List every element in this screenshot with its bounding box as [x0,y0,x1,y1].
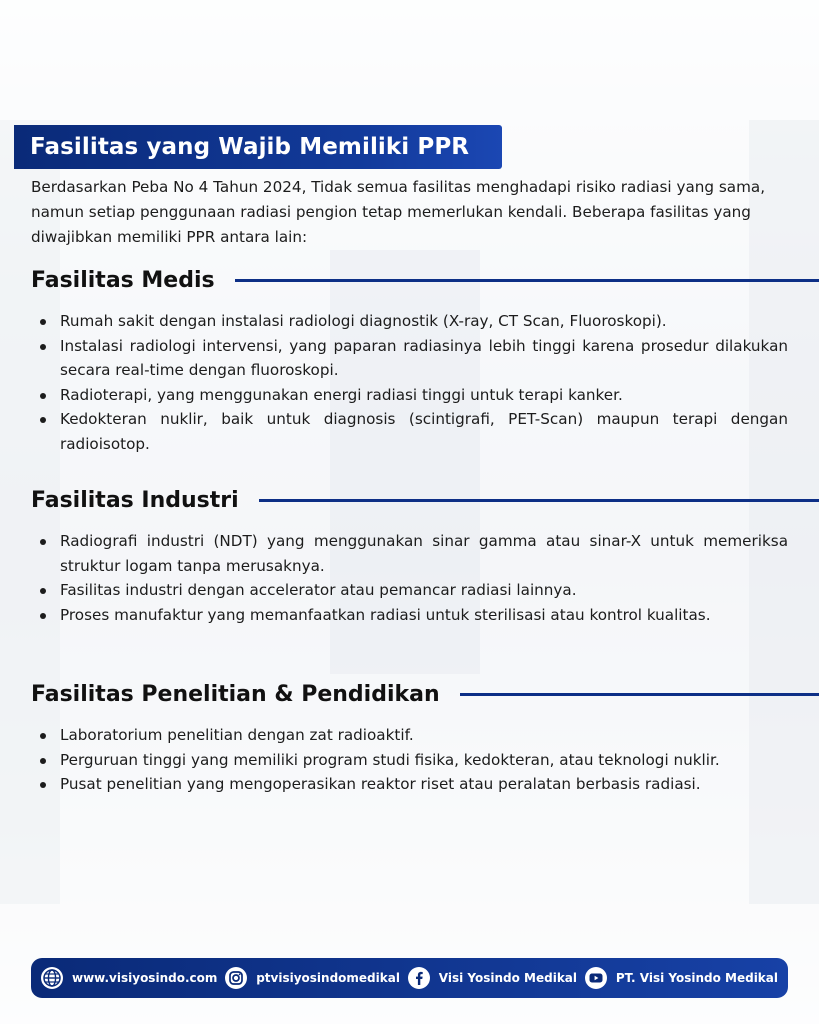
section-divider [460,693,819,696]
section-title: Fasilitas Penelitian & Pendidikan [31,682,440,707]
bullet-icon [40,588,46,594]
section-title: Fasilitas Medis [31,268,215,293]
section-heading-penelitian [31,682,819,707]
bullet-icon [40,393,46,399]
bullet-icon [40,319,46,325]
bullet-icon [40,613,46,619]
list-item: Pusat penelitian yang mengoperasikan reaktor riset atau peralatan berbasis radiasi. [31,772,788,797]
bullet-icon [40,733,46,739]
list-item: Kedokteran nuklir, baik untuk diagnosis (scintigrafi, PET-Scan) maupun terapi dengan radioisotop. [31,407,788,456]
bullet-icon [40,344,46,350]
title-banner [14,125,502,169]
list-item: Perguruan tinggi yang memiliki program studi fisika, kedokteran, atau teknologi nuklir. [31,748,788,773]
list-medis [31,309,788,456]
list-item: Rumah sakit dengan instalasi radiologi diagnostik (X-ray, CT Scan, Fluoroskopi). [31,309,788,334]
section-divider [259,499,819,502]
list-item: Radioterapi, yang menggunakan energi radiasi tinggi untuk terapi kanker. [31,383,788,408]
footer-instagram[interactable]: ptvisiyosindomedikal [223,965,400,991]
footer-facebook[interactable]: Visi Yosindo Medikal [406,965,577,991]
bullet-icon [40,539,46,545]
list-item: Laboratorium penelitian dengan zat radioaktif. [31,723,788,748]
instagram-icon [223,965,249,991]
youtube-icon [583,965,609,991]
bullet-icon [40,782,46,788]
list-penelitian [31,723,788,797]
facebook-icon [406,965,432,991]
section-divider [235,279,819,282]
footer-website[interactable]: www.visiyosindo.com [39,965,217,991]
bullet-icon [40,758,46,764]
globe-icon [39,965,65,991]
section-heading-medis [31,268,819,293]
section-title: Fasilitas Industri [31,488,239,513]
intro-paragraph: Berdasarkan Peba No 4 Tahun 2024, Tidak semua fasilitas menghadapi risiko radiasi yang sama, namun setiap penggunaan radiasi pengion tetap memerlukan kendali. Beberapa fasilitas yang diwajibkan memiliki PPR antara lain: [31,178,766,246]
list-item: Radiografi industri (NDT) yang menggunakan sinar gamma atau sinar-X untuk memeriksa struktur logam tanpa merusaknya. [31,529,788,578]
list-industri [31,529,788,627]
section-heading-industri [31,488,819,513]
list-item: Instalasi radiologi intervensi, yang paparan radiasinya lebih tinggi karena prosedur dilakukan secara real-time dengan fluoroskopi. [31,334,788,383]
bullet-icon [40,417,46,423]
list-item: Fasilitas industri dengan accelerator atau pemancar radiasi lainnya. [31,578,788,603]
page-title: Fasilitas yang Wajib Memiliki PPR [30,134,470,160]
footer-contact-bar [31,958,788,998]
footer-youtube[interactable]: PT. Visi Yosindo Medikal [583,965,778,991]
list-item: Proses manufaktur yang memanfaatkan radiasi untuk sterilisasi atau kontrol kualitas. [31,603,788,628]
